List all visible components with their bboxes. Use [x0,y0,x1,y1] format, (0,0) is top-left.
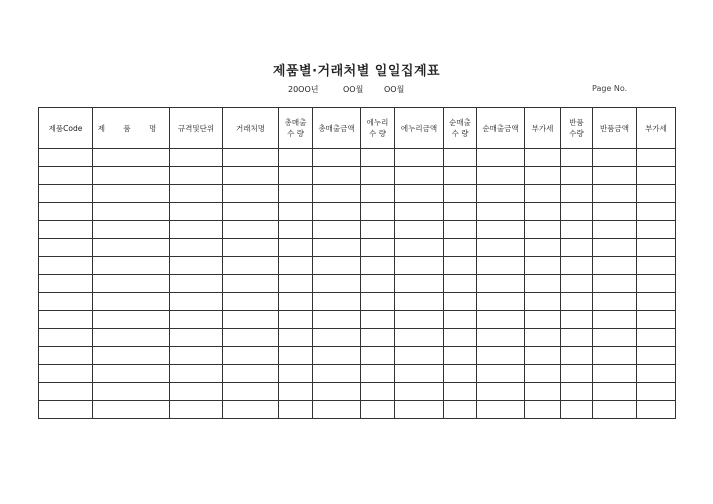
table-cell[interactable] [170,383,223,401]
table-cell[interactable] [593,203,637,221]
table-row [39,167,676,185]
table-cell[interactable] [395,329,444,347]
table-cell[interactable] [477,239,525,257]
table-cell[interactable] [39,401,93,419]
table-row [39,347,676,365]
table-cell[interactable] [170,293,223,311]
table-row [39,401,676,419]
table-cell[interactable] [39,221,93,239]
table-cell[interactable] [93,365,170,383]
table-cell[interactable] [279,383,313,401]
col-discount-qty: 에누리 수 량 [361,108,395,149]
date-year: 20OO년 [288,85,319,94]
table-cell[interactable] [637,383,676,401]
table-cell[interactable] [279,167,313,185]
table-cell[interactable] [593,401,637,419]
table-cell[interactable] [593,329,637,347]
table-cell[interactable] [477,167,525,185]
table-cell[interactable] [525,329,561,347]
table-cell[interactable] [361,221,395,239]
table-cell[interactable] [593,149,637,167]
table-cell[interactable] [93,275,170,293]
table-cell[interactable] [395,401,444,419]
table-cell[interactable] [593,185,637,203]
table-cell[interactable] [395,203,444,221]
col-client-name: 거래처명 [223,108,279,149]
table-cell[interactable] [593,311,637,329]
table-cell[interactable] [444,365,477,383]
table-cell[interactable] [637,347,676,365]
table-cell[interactable] [593,383,637,401]
table-cell[interactable] [93,329,170,347]
col-total-sales-amount: 총매출금액 [313,108,361,149]
table-cell[interactable] [223,203,279,221]
table-cell[interactable] [561,365,593,383]
table-cell[interactable] [313,167,361,185]
table-cell[interactable] [93,203,170,221]
table-cell[interactable] [39,383,93,401]
table-cell[interactable] [561,239,593,257]
table-cell[interactable] [313,293,361,311]
table-cell[interactable] [477,347,525,365]
table-cell[interactable] [223,365,279,383]
col-net-sales-amount: 순매출금액 [477,108,525,149]
table-cell[interactable] [637,221,676,239]
table-cell[interactable] [561,275,593,293]
table-cell[interactable] [223,185,279,203]
table-cell[interactable] [313,401,361,419]
table-cell[interactable] [279,311,313,329]
col-product-code: 제품Code [39,108,93,149]
table-cell[interactable] [444,257,477,275]
table-row [39,383,676,401]
table-cell[interactable] [477,293,525,311]
table-cell[interactable] [313,347,361,365]
table-cell[interactable] [39,185,93,203]
table-cell[interactable] [313,383,361,401]
table-cell[interactable] [313,149,361,167]
table-cell[interactable] [444,221,477,239]
table-cell[interactable] [39,257,93,275]
table-row [39,275,676,293]
table-cell[interactable] [525,365,561,383]
table-cell[interactable] [444,275,477,293]
table-cell[interactable] [279,185,313,203]
table-cell[interactable] [525,311,561,329]
table-cell[interactable] [561,401,593,419]
table-cell[interactable] [313,311,361,329]
table-cell[interactable] [561,257,593,275]
table-cell[interactable] [561,185,593,203]
table-cell[interactable] [361,203,395,221]
table-cell[interactable] [279,149,313,167]
table-cell[interactable] [170,275,223,293]
table-cell[interactable] [525,293,561,311]
table-cell[interactable] [279,203,313,221]
table-cell[interactable] [170,257,223,275]
table-cell[interactable] [593,167,637,185]
table-cell[interactable] [279,221,313,239]
table-cell[interactable] [223,347,279,365]
date-row [0,84,713,96]
table-cell[interactable] [561,167,593,185]
table-cell[interactable] [444,311,477,329]
table-cell[interactable] [525,239,561,257]
table-cell[interactable] [395,185,444,203]
table-cell[interactable] [395,347,444,365]
table-cell[interactable] [93,383,170,401]
table-cell[interactable] [593,239,637,257]
table-cell[interactable] [395,257,444,275]
table-row [39,293,676,311]
table-cell[interactable] [39,149,93,167]
table-cell[interactable] [223,167,279,185]
table-cell[interactable] [93,149,170,167]
table-cell[interactable] [361,185,395,203]
table-cell[interactable] [170,347,223,365]
table-cell[interactable] [170,365,223,383]
table-cell[interactable] [477,203,525,221]
col-vat: 부가세 [525,108,561,149]
table-cell[interactable] [561,311,593,329]
table-cell[interactable] [93,167,170,185]
table-cell[interactable] [477,311,525,329]
table-cell[interactable] [593,221,637,239]
table-cell[interactable] [444,167,477,185]
table-cell[interactable] [477,257,525,275]
table-cell[interactable] [561,149,593,167]
table-cell[interactable] [93,221,170,239]
table-cell[interactable] [477,221,525,239]
table-cell[interactable] [361,293,395,311]
table-cell[interactable] [170,239,223,257]
table-cell[interactable] [637,401,676,419]
table-cell[interactable] [361,347,395,365]
col-total-sales-qty: 총매출 수 량 [279,108,313,149]
table-cell[interactable] [395,239,444,257]
table-row [39,185,676,203]
table-cell[interactable] [525,383,561,401]
table-cell[interactable] [395,275,444,293]
table-cell[interactable] [637,167,676,185]
table-cell[interactable] [561,347,593,365]
table-cell[interactable] [361,167,395,185]
table-cell[interactable] [279,401,313,419]
table-cell[interactable] [93,401,170,419]
table-cell[interactable] [525,149,561,167]
table-cell[interactable] [637,185,676,203]
table-cell[interactable] [444,329,477,347]
table-cell[interactable] [93,311,170,329]
table-cell[interactable] [279,329,313,347]
table-cell[interactable] [593,257,637,275]
table-cell[interactable] [313,257,361,275]
table-cell[interactable] [361,257,395,275]
table-cell[interactable] [313,203,361,221]
table-cell[interactable] [361,329,395,347]
table-cell[interactable] [170,329,223,347]
table-cell[interactable] [477,275,525,293]
table-cell[interactable] [170,149,223,167]
table-cell[interactable] [39,347,93,365]
table-cell[interactable] [93,347,170,365]
table-cell[interactable] [637,311,676,329]
table-cell[interactable] [279,365,313,383]
col-return-vat: 부가세 [637,108,676,149]
table-cell[interactable] [593,293,637,311]
table-row [39,329,676,347]
date-day: OO월 [384,85,405,94]
table-cell[interactable] [593,347,637,365]
table-cell[interactable] [313,329,361,347]
table-cell[interactable] [279,257,313,275]
table-cell[interactable] [39,275,93,293]
table-cell[interactable] [444,239,477,257]
table-cell[interactable] [395,311,444,329]
table-cell[interactable] [395,167,444,185]
table-cell[interactable] [477,365,525,383]
table-cell[interactable] [313,221,361,239]
table-cell[interactable] [223,329,279,347]
table-body [39,149,676,419]
table-cell[interactable] [637,365,676,383]
table-cell[interactable] [39,293,93,311]
table-cell[interactable] [361,239,395,257]
table-cell[interactable] [637,203,676,221]
table-cell[interactable] [93,185,170,203]
table-cell[interactable] [444,383,477,401]
table-row [39,239,676,257]
table-cell[interactable] [395,383,444,401]
table-cell[interactable] [444,293,477,311]
table-cell[interactable] [395,365,444,383]
col-return-amount: 반품금액 [593,108,637,149]
table-cell[interactable] [444,203,477,221]
table-cell[interactable] [170,185,223,203]
table-cell[interactable] [39,311,93,329]
table-cell[interactable] [477,185,525,203]
date-month: OO월 [343,85,364,94]
table-row [39,257,676,275]
table-cell[interactable] [593,275,637,293]
table-cell[interactable] [279,275,313,293]
col-return-qty: 반품 수량 [561,108,593,149]
table-cell[interactable] [313,185,361,203]
table-cell[interactable] [561,383,593,401]
table-cell[interactable] [223,311,279,329]
table-cell[interactable] [39,239,93,257]
table-cell[interactable] [637,329,676,347]
table-row [39,203,676,221]
table-cell[interactable] [561,293,593,311]
table-cell[interactable] [525,203,561,221]
col-net-sales-qty: 순매출 수 량 [444,108,477,149]
table-cell[interactable] [361,365,395,383]
table-cell[interactable] [361,311,395,329]
table-cell[interactable] [361,401,395,419]
table-cell[interactable] [279,293,313,311]
document-title: 제품별·거래처별 일일집계표 [272,64,441,79]
table-cell[interactable] [39,203,93,221]
table-cell[interactable] [170,167,223,185]
table-cell[interactable] [395,221,444,239]
table-cell[interactable] [223,239,279,257]
table-cell[interactable] [395,149,444,167]
table-cell[interactable] [444,149,477,167]
table-cell[interactable] [525,167,561,185]
table-cell[interactable] [525,257,561,275]
table-cell[interactable] [313,239,361,257]
table-cell[interactable] [223,257,279,275]
table-row [39,221,676,239]
table-cell[interactable] [561,203,593,221]
table-cell[interactable] [637,275,676,293]
table-cell[interactable] [170,401,223,419]
col-product-name: 제 품 명 [93,108,170,149]
table-row [39,365,676,383]
summary-table [38,107,676,419]
table-cell[interactable] [637,239,676,257]
table-cell[interactable] [525,401,561,419]
table-cell[interactable] [444,347,477,365]
table-header-row [39,108,676,149]
table-cell[interactable] [637,149,676,167]
table-cell[interactable] [39,365,93,383]
page-number-label: Page No. [592,84,628,93]
table-cell[interactable] [93,239,170,257]
table-cell[interactable] [223,275,279,293]
table-cell[interactable] [279,239,313,257]
table-row [39,311,676,329]
table-cell[interactable] [223,383,279,401]
table-cell[interactable] [525,221,561,239]
table-cell[interactable] [39,329,93,347]
table-cell[interactable] [477,401,525,419]
table-cell[interactable] [170,203,223,221]
table-cell[interactable] [170,311,223,329]
table-cell[interactable] [361,149,395,167]
table-cell[interactable] [561,221,593,239]
table-cell[interactable] [637,293,676,311]
table-cell[interactable] [361,275,395,293]
col-discount-amount: 에누리금액 [395,108,444,149]
table-cell[interactable] [477,329,525,347]
col-spec-unit: 규격및단위 [170,108,223,149]
table-cell[interactable] [313,275,361,293]
table-cell[interactable] [637,257,676,275]
table-cell[interactable] [477,383,525,401]
table-cell[interactable] [223,293,279,311]
table-cell[interactable] [39,167,93,185]
table-cell[interactable] [395,293,444,311]
table-cell[interactable] [561,329,593,347]
table-row [39,149,676,167]
table-cell[interactable] [525,275,561,293]
table-cell[interactable] [223,401,279,419]
table-cell[interactable] [525,185,561,203]
table-cell[interactable] [593,365,637,383]
table-cell[interactable] [223,149,279,167]
table-cell[interactable] [170,221,223,239]
table-cell[interactable] [93,257,170,275]
table-cell[interactable] [313,365,361,383]
table-cell[interactable] [279,347,313,365]
table-cell[interactable] [477,149,525,167]
table-cell[interactable] [444,401,477,419]
table-cell[interactable] [444,185,477,203]
table-cell[interactable] [223,221,279,239]
table-cell[interactable] [361,383,395,401]
table-cell[interactable] [93,293,170,311]
table-cell[interactable] [525,347,561,365]
